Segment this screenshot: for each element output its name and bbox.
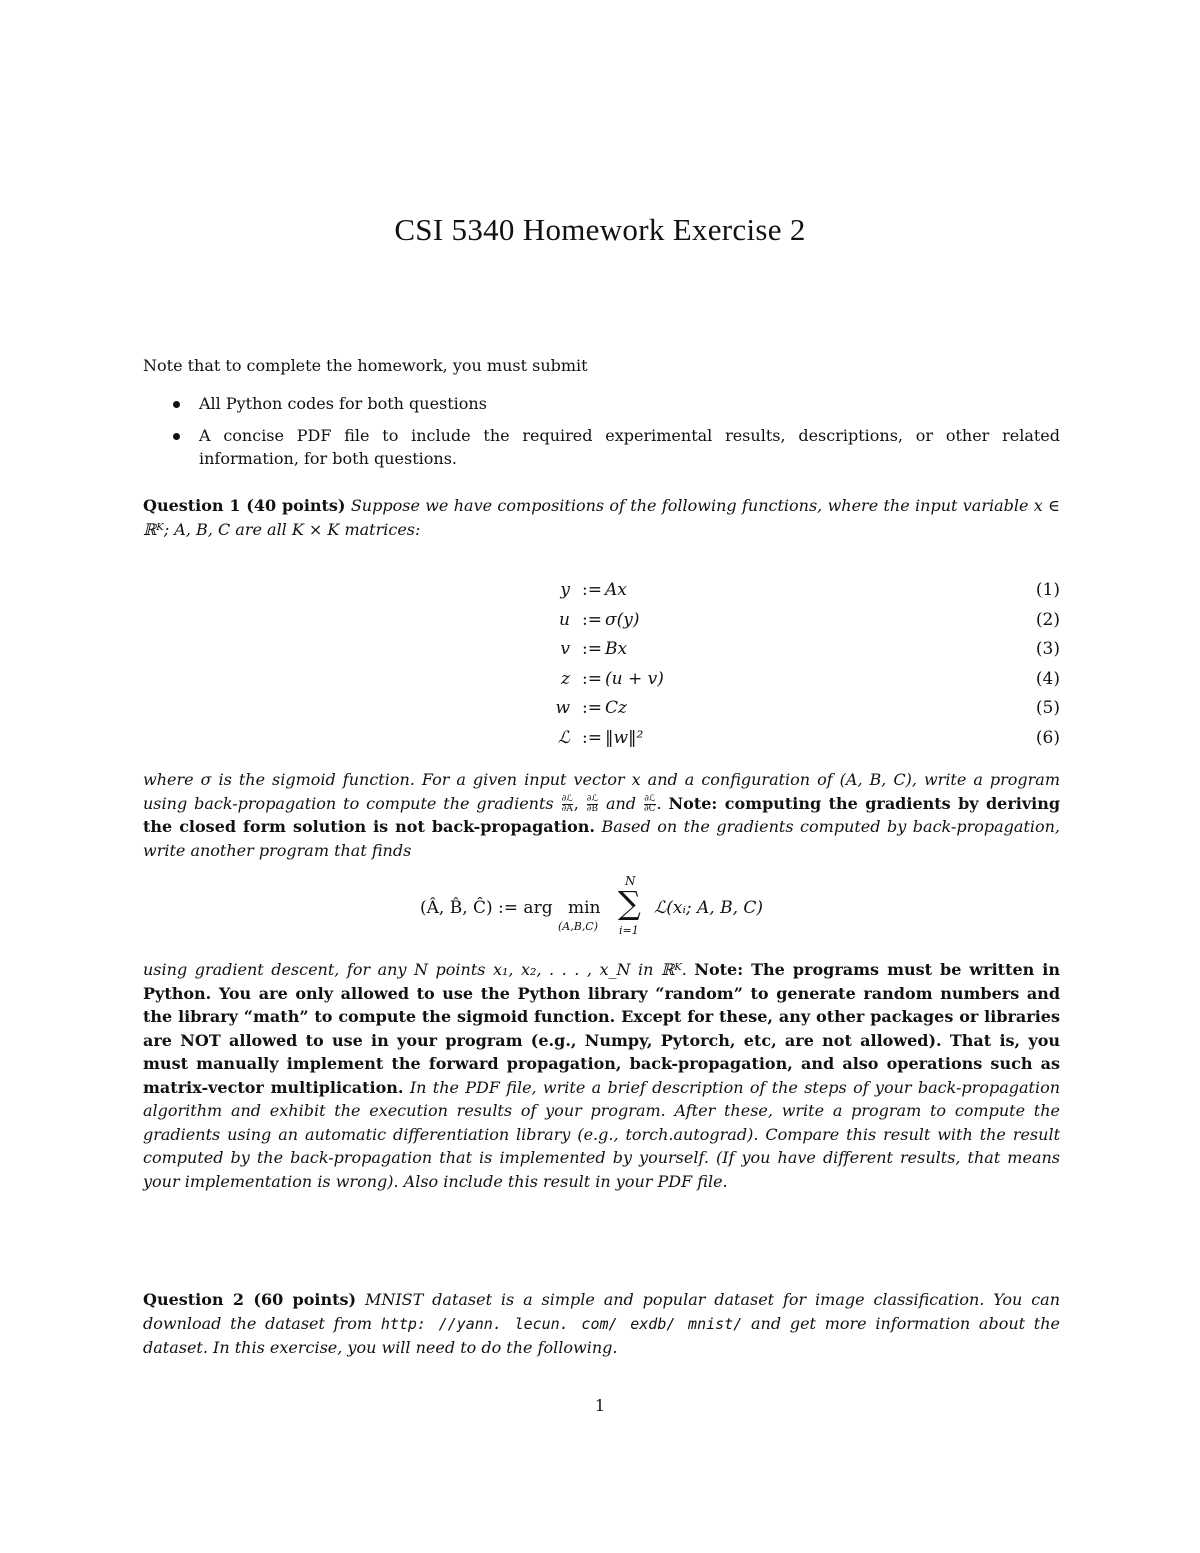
bullet-icon — [173, 401, 180, 408]
equation-row — [520, 698, 1060, 728]
equation-row — [520, 580, 1060, 610]
equation-lhs: w — [555, 698, 570, 718]
intro-text: Note that to complete the homework, you must submit — [143, 356, 588, 375]
equation-row — [520, 639, 1060, 669]
equation-lhs: ℒ — [557, 727, 570, 748]
equation-op: := — [582, 668, 602, 689]
gradient-fraction-c — [644, 795, 656, 814]
equation-lhs: u — [559, 609, 570, 630]
equation-op: := — [582, 698, 602, 718]
equation-rhs: ‖w‖² — [605, 727, 644, 748]
equation-rhs: Bx — [605, 639, 628, 659]
equation-op: := — [582, 727, 602, 748]
fraction-denominator: ∂B — [586, 803, 599, 814]
question-1-text: Suppose we have compositions of the following functions, where the input variable x ∈ ℝᴷ; A, B, C are all K × K matrices: — [143, 496, 1061, 539]
conjunction-text: and — [605, 793, 637, 813]
note-bold-text: Note: computing the gradients by deriving the closed form solution is not back-propagation. — [143, 793, 1061, 836]
list-item — [143, 424, 1060, 471]
question-2 — [143, 1288, 1060, 1360]
question-2-label: Question 2 (60 points) — [143, 1290, 357, 1309]
question-1-label: Question 1 (40 points) — [143, 496, 346, 515]
list-item-text: All Python codes for both questions — [199, 394, 487, 413]
argmin-subscript: (A,B,C) — [558, 920, 599, 933]
question-1-text-part: In the PDF file, write a brief description of the steps of your back-propagation algorithm and exhibit the execution results of your program. After these, write a program to compute the gradients using an automatic differentiation library (e.g., torch.autograd). Compare this result with the result computed by the back-propagation that is implemented by yourself. (If you have different results, that means your implementation is wrong). Also include this result in your PDF file. — [143, 1077, 1061, 1191]
equation-rhs: σ(y) — [605, 609, 640, 630]
equation-op: := — [582, 609, 602, 630]
argmin-min: min — [568, 898, 601, 918]
equation-number: (6) — [1035, 727, 1060, 748]
equation-number: (2) — [1035, 609, 1060, 630]
fraction-denominator: ∂C — [643, 803, 656, 814]
bullet-icon — [173, 433, 180, 440]
equation-lhs: v — [560, 639, 570, 659]
equation-row — [520, 728, 1060, 758]
equation-number: (5) — [1035, 698, 1060, 718]
page-number: 1 — [594, 1396, 606, 1415]
question-1-body: where σ is the sigmoid function. For a given input vector x and a configuration of (A, B, C), write a program using back-propagation to compute the gradients $\frac{\text{∂ℒ}}{\partial A}$ , $\frac{\text{∂ℒ}}{\partial B}$ and $\frac{\text{∂ℒ}}{\partial C}$ . Note: computing the gradients by deriving the closed form solution is not back-propagation. Based on the gradients computed by back-propagation, write another program that finds — [143, 770, 1061, 860]
equation-block — [520, 580, 1060, 757]
question-1-requirements — [143, 958, 1060, 1193]
fraction-numerator: ∂ℒ — [561, 793, 573, 804]
argmin-body: ℒ(xᵢ; A, B, C) — [654, 898, 764, 918]
question-2-text: MNIST dataset is a simple and popular dataset for image classification. You can download the dataset from — [143, 1290, 1060, 1333]
argmin-equation — [0, 876, 1200, 946]
note-bold-text: Note: The programs must be written in Python. You are only allowed to use the Python library “random” to generate random numbers and the library “math” to compute the sigmoid function. Except for these, any other packages or libraries are NOT allowed to use in your program (e.g., Numpy, Pytorch, etc, are not allowed). That is, you must manually implement the forward propagation, back-propagation, and also operations such as matrix-vector multiplication. — [143, 960, 1060, 1097]
question-1-text-part: where σ is the sigmoid function. For a given input vector x and a configuration of (A, B, C), write a program using back-propagation to compute the gradients — [143, 770, 1060, 813]
equation-number: (3) — [1035, 639, 1060, 659]
question-1-intro — [143, 494, 1060, 541]
equation-rhs: Cz — [605, 698, 627, 718]
equation-rhs: Ax — [605, 580, 627, 600]
question-1-text-part: Based on the gradients computed by back-propagation, write another program that finds — [143, 817, 1061, 860]
equation-lhs: z — [561, 668, 570, 689]
equation-lhs: y — [560, 580, 570, 600]
dataset-url-link[interactable]: http: //yann. lecun. com/ exdb/ mnist/ — [380, 1314, 743, 1333]
fraction-numerator: ∂ℒ — [644, 793, 656, 804]
fraction-denominator: ∂A — [561, 803, 573, 814]
fraction-numerator: ∂ℒ — [586, 793, 598, 804]
equation-number: (4) — [1035, 668, 1060, 689]
submission-list — [143, 392, 1060, 479]
document-title: CSI 5340 Homework Exercise 2 — [394, 212, 806, 247]
equation-rhs: (u + v) — [605, 668, 664, 689]
equation-row — [520, 610, 1060, 640]
equation-row — [520, 669, 1060, 699]
list-item-text: A concise PDF file to include the required experimental results, descriptions, or other related information, for both questions. — [199, 425, 1060, 468]
argmin-lhs: (Â, B̂, Ĉ) := arg — [420, 898, 553, 918]
sum-upper-limit: N — [625, 874, 636, 888]
equation-op: := — [582, 580, 602, 600]
gradient-fraction-a — [562, 795, 573, 814]
question-1-text-part: using gradient descent, for any N points x₁, x₂, . . . , x_N in ℝᴷ. — [143, 960, 687, 979]
question-2-text: and get more information about the dataset. In this exercise, you will need to do the following. — [143, 1313, 1061, 1357]
equation-number: (1) — [1035, 580, 1060, 600]
gradient-fraction-b — [587, 795, 598, 814]
equation-op: := — [582, 639, 602, 659]
list-item — [143, 392, 1060, 416]
summation-icon: ∑ — [618, 884, 641, 922]
sum-lower-limit: i=1 — [619, 924, 639, 937]
